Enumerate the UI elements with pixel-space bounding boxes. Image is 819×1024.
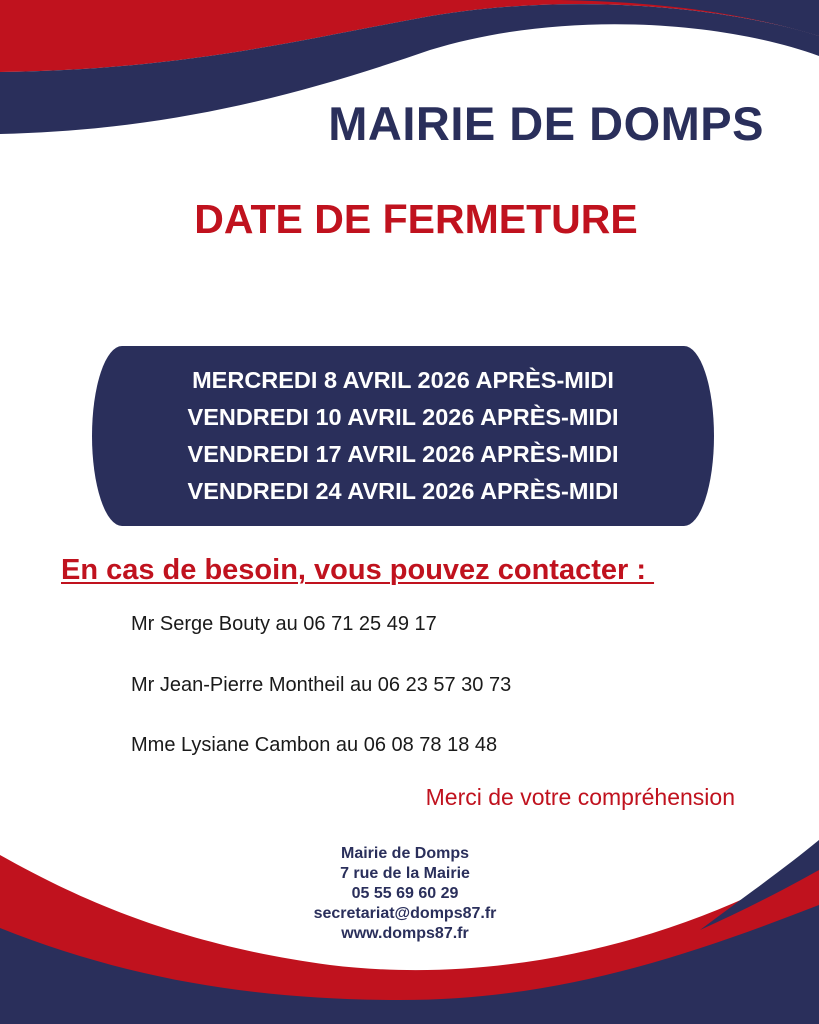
contact-person: Mr Jean-Pierre Montheil au 06 23 57 30 73 — [131, 674, 512, 696]
closing-date: VENDREDI 10 AVRIL 2026 APRÈS-MIDI — [187, 404, 619, 430]
closing-date: VENDREDI 24 AVRIL 2026 APRÈS-MIDI — [187, 478, 619, 504]
footer-website: www.domps87.fr — [341, 925, 469, 942]
contact-person: Mme Lysiane Cambon au 06 08 78 18 48 — [131, 734, 498, 756]
closing-date: VENDREDI 17 AVRIL 2026 APRÈS-MIDI — [187, 441, 619, 467]
footer-name: Mairie de Domps — [340, 845, 470, 862]
footer-contact-block — [0, 844, 810, 944]
page-title: MAIRIE DE DOMPS — [328, 97, 764, 150]
footer-phone: 05 55 69 60 29 — [351, 885, 459, 902]
footer-address: 7 rue de la Mairie — [340, 865, 470, 882]
contact-heading: En cas de besoin, vous pouvez contacter : — [61, 554, 655, 586]
contact-person: Mr Serge Bouty au 06 71 25 49 17 — [131, 613, 437, 635]
footer-email: secretariat@domps87.fr — [313, 905, 497, 922]
page-subtitle: DATE DE FERMETURE — [194, 196, 638, 242]
closing-dates-box — [92, 346, 714, 526]
closing-date: MERCREDI 8 AVRIL 2026 APRÈS-MIDI — [192, 367, 614, 393]
thanks-message: Merci de votre compréhension — [425, 784, 735, 810]
